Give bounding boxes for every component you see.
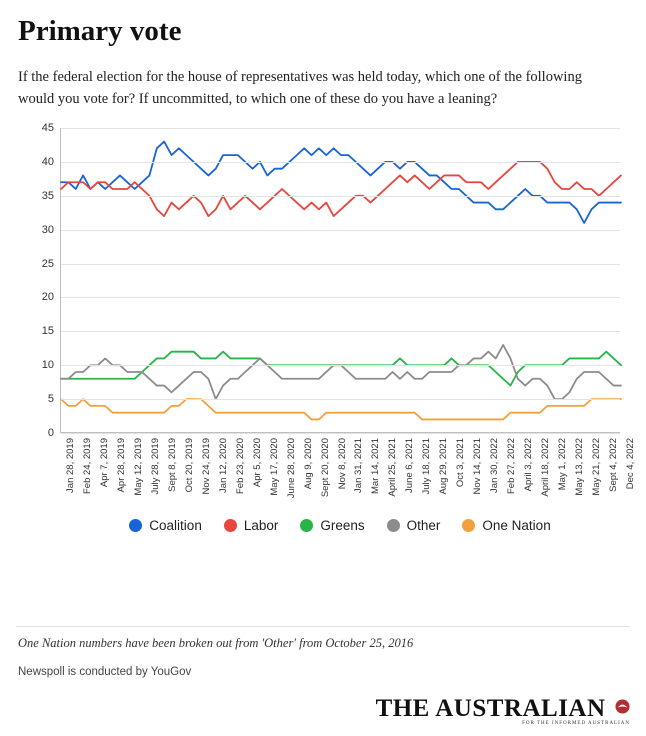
y-axis-tick-label: 20 — [41, 291, 54, 304]
x-axis-tick-label: Feb 23, 2020 — [234, 438, 246, 494]
y-axis-tick-label: 10 — [41, 359, 54, 372]
x-axis-tick-label: Jan 12, 2020 — [217, 438, 229, 493]
y-gridline — [41, 155, 620, 168]
plot-region — [41, 122, 636, 499]
x-axis-tick-label: May 1, 2022 — [557, 438, 569, 491]
series-line — [61, 399, 621, 419]
chart-question: If the federal election for the house of representatives was held today, which one of the following would you vote for? If uncommitted, to which one of these do you have a leaning? — [18, 69, 582, 107]
legend-label: One Nation — [482, 518, 551, 533]
series-line — [61, 352, 621, 386]
x-axis-tick-label: Feb 27, 2022 — [506, 438, 518, 494]
chart-legend — [60, 518, 620, 533]
x-axis-tick-label: July 28, 2019 — [149, 438, 161, 495]
y-axis-tick-label: 40 — [41, 155, 54, 168]
x-axis-tick-label: April 18, 2022 — [540, 438, 552, 497]
x-axis-tick-label: Nov 14, 2021 — [472, 438, 484, 495]
masthead — [376, 695, 630, 726]
masthead-tagline: FOR THE INFORMED AUSTRALIAN — [522, 721, 630, 726]
masthead-title: THE AUSTRALIAN — [375, 695, 606, 722]
x-axis-tick-label: Aug 9, 2020 — [302, 438, 314, 490]
y-axis-tick-label: 5 — [47, 393, 54, 406]
x-axis-tick-label: May 12, 2019 — [132, 438, 144, 496]
x-axis-tick-label: Sept 4, 2022 — [608, 438, 620, 492]
series-line — [61, 162, 621, 216]
chart-page — [0, 14, 646, 736]
masthead-logo-icon — [615, 699, 630, 714]
y-axis-tick-label: 15 — [41, 325, 54, 338]
x-axis-tick-label: May 13, 2022 — [574, 438, 586, 496]
legend-swatch-icon — [462, 519, 475, 532]
chart-source: Newspoll is conducted by YouGov — [18, 666, 192, 678]
x-axis-tick-label: Sept 8, 2019 — [166, 438, 178, 492]
x-axis-tick-label: Dec 4, 2022 — [625, 438, 636, 490]
footer-divider — [16, 626, 630, 627]
y-gridline — [41, 359, 620, 372]
y-gridline — [47, 427, 620, 439]
legend-swatch-icon — [300, 519, 313, 532]
legend-swatch-icon — [129, 519, 142, 532]
legend-swatch-icon — [387, 519, 400, 532]
x-axis-tick-label: Nov 8, 2020 — [336, 438, 348, 490]
y-gridline — [41, 257, 620, 270]
legend-label: Labor — [243, 518, 279, 533]
y-gridline — [41, 325, 620, 338]
y-axis-tick-label: 30 — [41, 223, 54, 236]
x-axis-tick-label: Oct 3, 2021 — [455, 438, 467, 488]
x-axis-tick-label: Apr 5, 2020 — [251, 438, 263, 488]
x-axis-tick-label: Feb 24, 2019 — [81, 438, 93, 494]
x-axis-tick-label: Nov 24, 2019 — [200, 438, 212, 495]
x-axis-tick-label: Oct 20, 2019 — [183, 438, 195, 493]
chart-area — [16, 122, 636, 533]
x-axis-tick-label: July 18, 2021 — [421, 438, 433, 495]
x-axis-tick-label: Jan 31, 2021 — [353, 438, 365, 493]
legend-swatch-icon — [224, 519, 237, 532]
x-axis-tick-label: June 28, 2020 — [285, 438, 297, 499]
legend-item[interactable] — [129, 518, 202, 533]
y-gridline — [41, 223, 620, 236]
chart-footnote: One Nation numbers have been broken out from 'Other' from October 25, 2016 — [18, 636, 414, 650]
x-axis-tick-label: April 3, 2022 — [523, 438, 535, 492]
x-axis-tick-label: Sept 20, 2020 — [319, 438, 331, 498]
x-axis-tick-label: May 17, 2020 — [268, 438, 280, 496]
x-axis-tick-label: Apr 7, 2019 — [98, 438, 110, 488]
series-line — [61, 142, 621, 223]
x-axis-tick-label: June 6, 2021 — [404, 438, 416, 493]
x-axis-tick-label: Aug 29, 2021 — [438, 438, 450, 495]
legend-item[interactable] — [387, 518, 441, 533]
x-axis-tick-label: Mar 14, 2021 — [370, 438, 382, 494]
legend-label: Coalition — [149, 518, 202, 533]
series-lines — [61, 128, 621, 433]
legend-label: Other — [406, 518, 441, 533]
x-axis-tick-label: Apr 28, 2019 — [115, 438, 127, 493]
y-axis-tick-label: 0 — [47, 427, 54, 439]
legend-item[interactable] — [462, 518, 550, 533]
y-gridline — [41, 291, 620, 304]
y-axis-tick-label: 35 — [41, 189, 54, 202]
x-axis-tick-label: Jan 28, 2019 — [65, 438, 76, 493]
y-gridline — [47, 393, 620, 406]
legend-item[interactable] — [300, 518, 364, 533]
y-gridline — [41, 189, 620, 202]
y-gridline — [41, 122, 620, 134]
y-axis-tick-label: 25 — [41, 257, 54, 270]
page-title: Primary vote — [18, 15, 182, 47]
series-line — [61, 345, 621, 399]
legend-label: Greens — [320, 518, 365, 533]
x-axis-tick-label: May 21, 2022 — [591, 438, 603, 496]
x-axis-tick-label: Jan 30, 2022 — [489, 438, 501, 493]
legend-item[interactable] — [224, 518, 279, 533]
y-axis-tick-label: 45 — [41, 122, 54, 134]
x-axis-tick-label: April 25, 2021 — [387, 438, 399, 497]
